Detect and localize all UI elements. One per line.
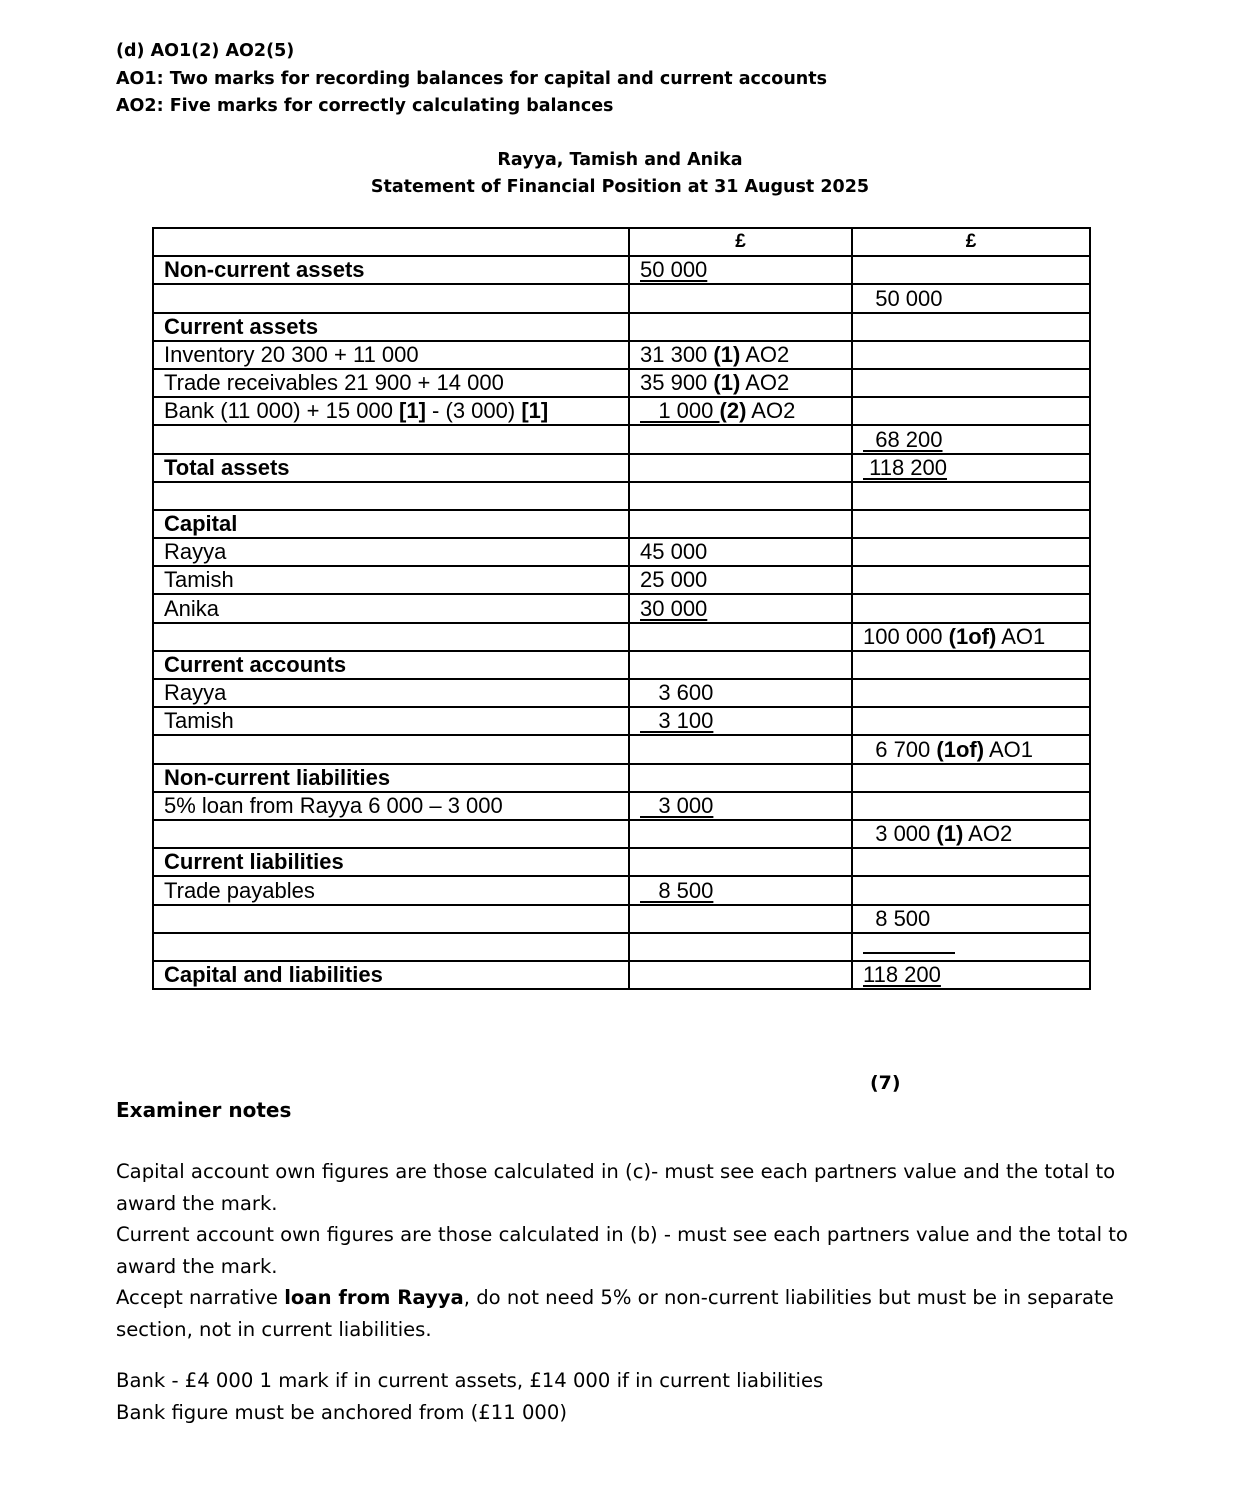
cell-text: 3 100 [640, 708, 714, 734]
total-cell [852, 256, 1090, 284]
ao1-description: AO1: Two marks for recording balances for capital and current accounts [116, 68, 828, 89]
note-text: Accept narrative [116, 1286, 285, 1309]
cell-text: Anika [164, 595, 220, 621]
question-part: (d) AO1(2) AO2(5) [116, 41, 295, 61]
mark-annotation: Capital and liabilities [164, 962, 383, 988]
total-rule [863, 940, 955, 954]
table-row [153, 538, 1090, 566]
row-label-cell [153, 510, 629, 538]
total-cell [852, 651, 1090, 679]
table-row [153, 651, 1090, 679]
row-label-cell [153, 876, 629, 904]
cell-text: 8 500 [863, 905, 931, 931]
table-header-row [153, 228, 1090, 256]
note-loan [116, 1282, 1146, 1345]
total-cell [852, 284, 1090, 312]
ao2-description: AO2: Five marks for correctly calculating balances [116, 96, 614, 116]
amount-cell [629, 313, 852, 341]
examiner-notes-heading: Examiner notes [116, 1098, 292, 1122]
total-cell [852, 510, 1090, 538]
note-bank-anchor: Bank figure must be anchored from (£11 000) [116, 1400, 567, 1424]
amount-cell [629, 566, 852, 594]
table-row [153, 341, 1090, 369]
total-cell [852, 707, 1090, 735]
mark-annotation: (1) [713, 341, 741, 367]
cell-text: Tamish [164, 708, 234, 734]
amount-cell [629, 735, 852, 763]
amount-cell [629, 905, 852, 933]
table-row [153, 679, 1090, 707]
cell-text: AO2 [746, 398, 796, 424]
cell-text: AO1 [996, 623, 1046, 649]
amount-cell [629, 933, 852, 961]
cell-text: - (3 000) [425, 398, 522, 424]
examiner-notes [116, 1156, 1146, 1428]
mark-annotation: (2) [719, 398, 747, 424]
row-label-cell [153, 792, 629, 820]
total-cell [852, 538, 1090, 566]
table-row [153, 256, 1090, 284]
total-cell [852, 482, 1090, 510]
total-cell [852, 679, 1090, 707]
mark-annotation: [1] [399, 398, 426, 424]
total-cell [852, 764, 1090, 792]
total-cell [852, 792, 1090, 820]
mark-annotation: (1of) [936, 736, 985, 762]
table-row [153, 820, 1090, 848]
note-bold-text: loan from Rayya [284, 1286, 464, 1309]
mark-annotation: Current assets [164, 313, 319, 339]
row-label-cell [153, 369, 629, 397]
cell-text: 68 200 [863, 426, 943, 452]
row-label-cell [153, 284, 629, 312]
row-label-cell [153, 764, 629, 792]
mark-annotation: Non-current liabilities [164, 764, 391, 790]
amount-cell [629, 792, 852, 820]
row-label-cell [153, 538, 629, 566]
financial-position-table [152, 227, 1091, 990]
cell-text: 50 000 [640, 257, 708, 283]
row-label-cell [153, 566, 629, 594]
total-cell [852, 848, 1090, 876]
cell-text: 45 000 [640, 539, 708, 565]
total-cell [852, 623, 1090, 651]
cell-text: 6 700 [863, 736, 937, 762]
statement-title [0, 147, 1240, 201]
row-label-cell [153, 820, 629, 848]
amount-cell [629, 425, 852, 453]
cell-text: AO2 [740, 370, 790, 396]
table-row [153, 284, 1090, 312]
row-label-cell [153, 454, 629, 482]
table-row [153, 482, 1090, 510]
table-row [153, 510, 1090, 538]
total-cell [852, 566, 1090, 594]
amount-cell [629, 397, 852, 425]
mark-annotation: Capital [164, 511, 238, 537]
cell-text: Bank (11 000) + 15 000 [164, 398, 400, 424]
column-header-label [153, 228, 629, 256]
amount-cell [629, 961, 852, 989]
cell-text: Trade receivables 21 900 + 14 000 [164, 370, 504, 396]
cell-text: Rayya [164, 539, 227, 565]
table-row [153, 735, 1090, 763]
total-cell [852, 905, 1090, 933]
table-row [153, 397, 1090, 425]
cell-text: 35 900 [640, 370, 714, 396]
row-label-cell [153, 482, 629, 510]
total-cell [852, 933, 1090, 961]
amount-cell [629, 594, 852, 622]
amount-cell [629, 848, 852, 876]
amount-cell [629, 341, 852, 369]
row-label-cell [153, 594, 629, 622]
mark-annotation: (1) [713, 370, 741, 396]
row-label-cell [153, 961, 629, 989]
row-label-cell [153, 933, 629, 961]
cell-text: 3 000 [863, 821, 937, 847]
amount-cell [629, 510, 852, 538]
amount-cell [629, 764, 852, 792]
cell-text: 25 000 [640, 567, 708, 593]
table-row [153, 313, 1090, 341]
cell-text: 50 000 [863, 285, 943, 311]
table-row [153, 623, 1090, 651]
table-row [153, 566, 1090, 594]
row-label-cell [153, 425, 629, 453]
mark-annotation: [1] [521, 398, 549, 424]
amount-cell [629, 256, 852, 284]
statement-name: Statement of Financial Position at 31 August 2025 [370, 177, 870, 197]
cell-text: Trade payables [164, 877, 315, 903]
table-row [153, 933, 1090, 961]
row-label-cell [153, 256, 629, 284]
note-text: , do not need 5% or non-current liabilities but must be in separate section, not in current liabilities. [116, 1286, 1114, 1341]
column-header-pound: £ [852, 228, 1090, 256]
cell-text: Inventory 20 300 + 11 000 [164, 341, 419, 367]
amount-cell [629, 623, 852, 651]
column-header-pound: £ [629, 228, 852, 256]
cell-text: 118 200 [863, 962, 941, 988]
table-row [153, 876, 1090, 904]
total-cell [852, 425, 1090, 453]
cell-text: 8 500 [640, 877, 714, 903]
note-bank: Bank - £4 000 1 mark if in current assets, £14 000 if in current liabilities [116, 1369, 824, 1392]
total-cell [852, 735, 1090, 763]
table-row [153, 425, 1090, 453]
mark-annotation: Current accounts [164, 652, 347, 677]
cell-text: AO2 [740, 341, 790, 367]
row-label-cell [153, 341, 629, 369]
amount-cell [629, 454, 852, 482]
table-row [153, 369, 1090, 397]
amount-cell [629, 707, 852, 735]
cell-text: 31 300 [640, 341, 714, 367]
mark-annotation: Non-current assets [164, 257, 365, 283]
table-row [153, 792, 1090, 820]
cell-text: AO1 [984, 736, 1033, 762]
cell-text: 1 000 [640, 398, 720, 424]
row-label-cell [153, 848, 629, 876]
mark-annotation: Total assets [164, 454, 290, 480]
amount-cell [629, 820, 852, 848]
cell-text: 118 200 [863, 454, 948, 480]
mark-annotation: (1) [936, 821, 964, 847]
business-name: Rayya, Tamish and Anika [497, 150, 743, 170]
total-cell [852, 876, 1090, 904]
total-cell [852, 397, 1090, 425]
amount-cell [629, 369, 852, 397]
note-current: Current account own figures are those calculated in (b) - must see each partners value and the total to award the mark. [116, 1223, 1128, 1278]
amount-cell [629, 284, 852, 312]
amount-cell [629, 679, 852, 707]
total-cell [852, 961, 1090, 989]
cell-text: Tamish [164, 567, 234, 593]
mark-annotation: Current liabilities [164, 849, 344, 875]
table-row [153, 454, 1090, 482]
total-cell [852, 313, 1090, 341]
total-cell [852, 454, 1090, 482]
amount-cell [629, 876, 852, 904]
table-row [153, 594, 1090, 622]
cell-text: 5% loan from Rayya 6 000 – 3 000 [164, 792, 503, 818]
mark-annotation: (1of) [948, 623, 997, 649]
cell-text: 100 000 [863, 623, 949, 649]
table-row [153, 707, 1090, 735]
amount-cell [629, 538, 852, 566]
table-row [153, 848, 1090, 876]
total-cell [852, 820, 1090, 848]
cell-text: Rayya [164, 680, 227, 706]
question-header [116, 38, 827, 121]
cell-text: AO2 [963, 821, 1013, 847]
total-cell [852, 594, 1090, 622]
row-label-cell [153, 905, 629, 933]
row-label-cell [153, 397, 629, 425]
table-row [153, 961, 1090, 989]
marks-total: (7) [870, 1072, 901, 1094]
row-label-cell [153, 651, 629, 679]
cell-text: 30 000 [640, 595, 708, 621]
row-label-cell [153, 313, 629, 341]
note-capital: Capital account own figures are those calculated in (c)- must see each partners value and the total to award the mark. [116, 1160, 1116, 1215]
amount-cell [629, 482, 852, 510]
row-label-cell [153, 735, 629, 763]
cell-text: 3 600 [640, 680, 714, 706]
cell-text: 3 000 [640, 792, 714, 818]
table-row [153, 764, 1090, 792]
amount-cell [629, 651, 852, 679]
table-row [153, 905, 1090, 933]
row-label-cell [153, 679, 629, 707]
row-label-cell [153, 623, 629, 651]
total-cell [852, 369, 1090, 397]
total-cell [852, 341, 1090, 369]
row-label-cell [153, 707, 629, 735]
